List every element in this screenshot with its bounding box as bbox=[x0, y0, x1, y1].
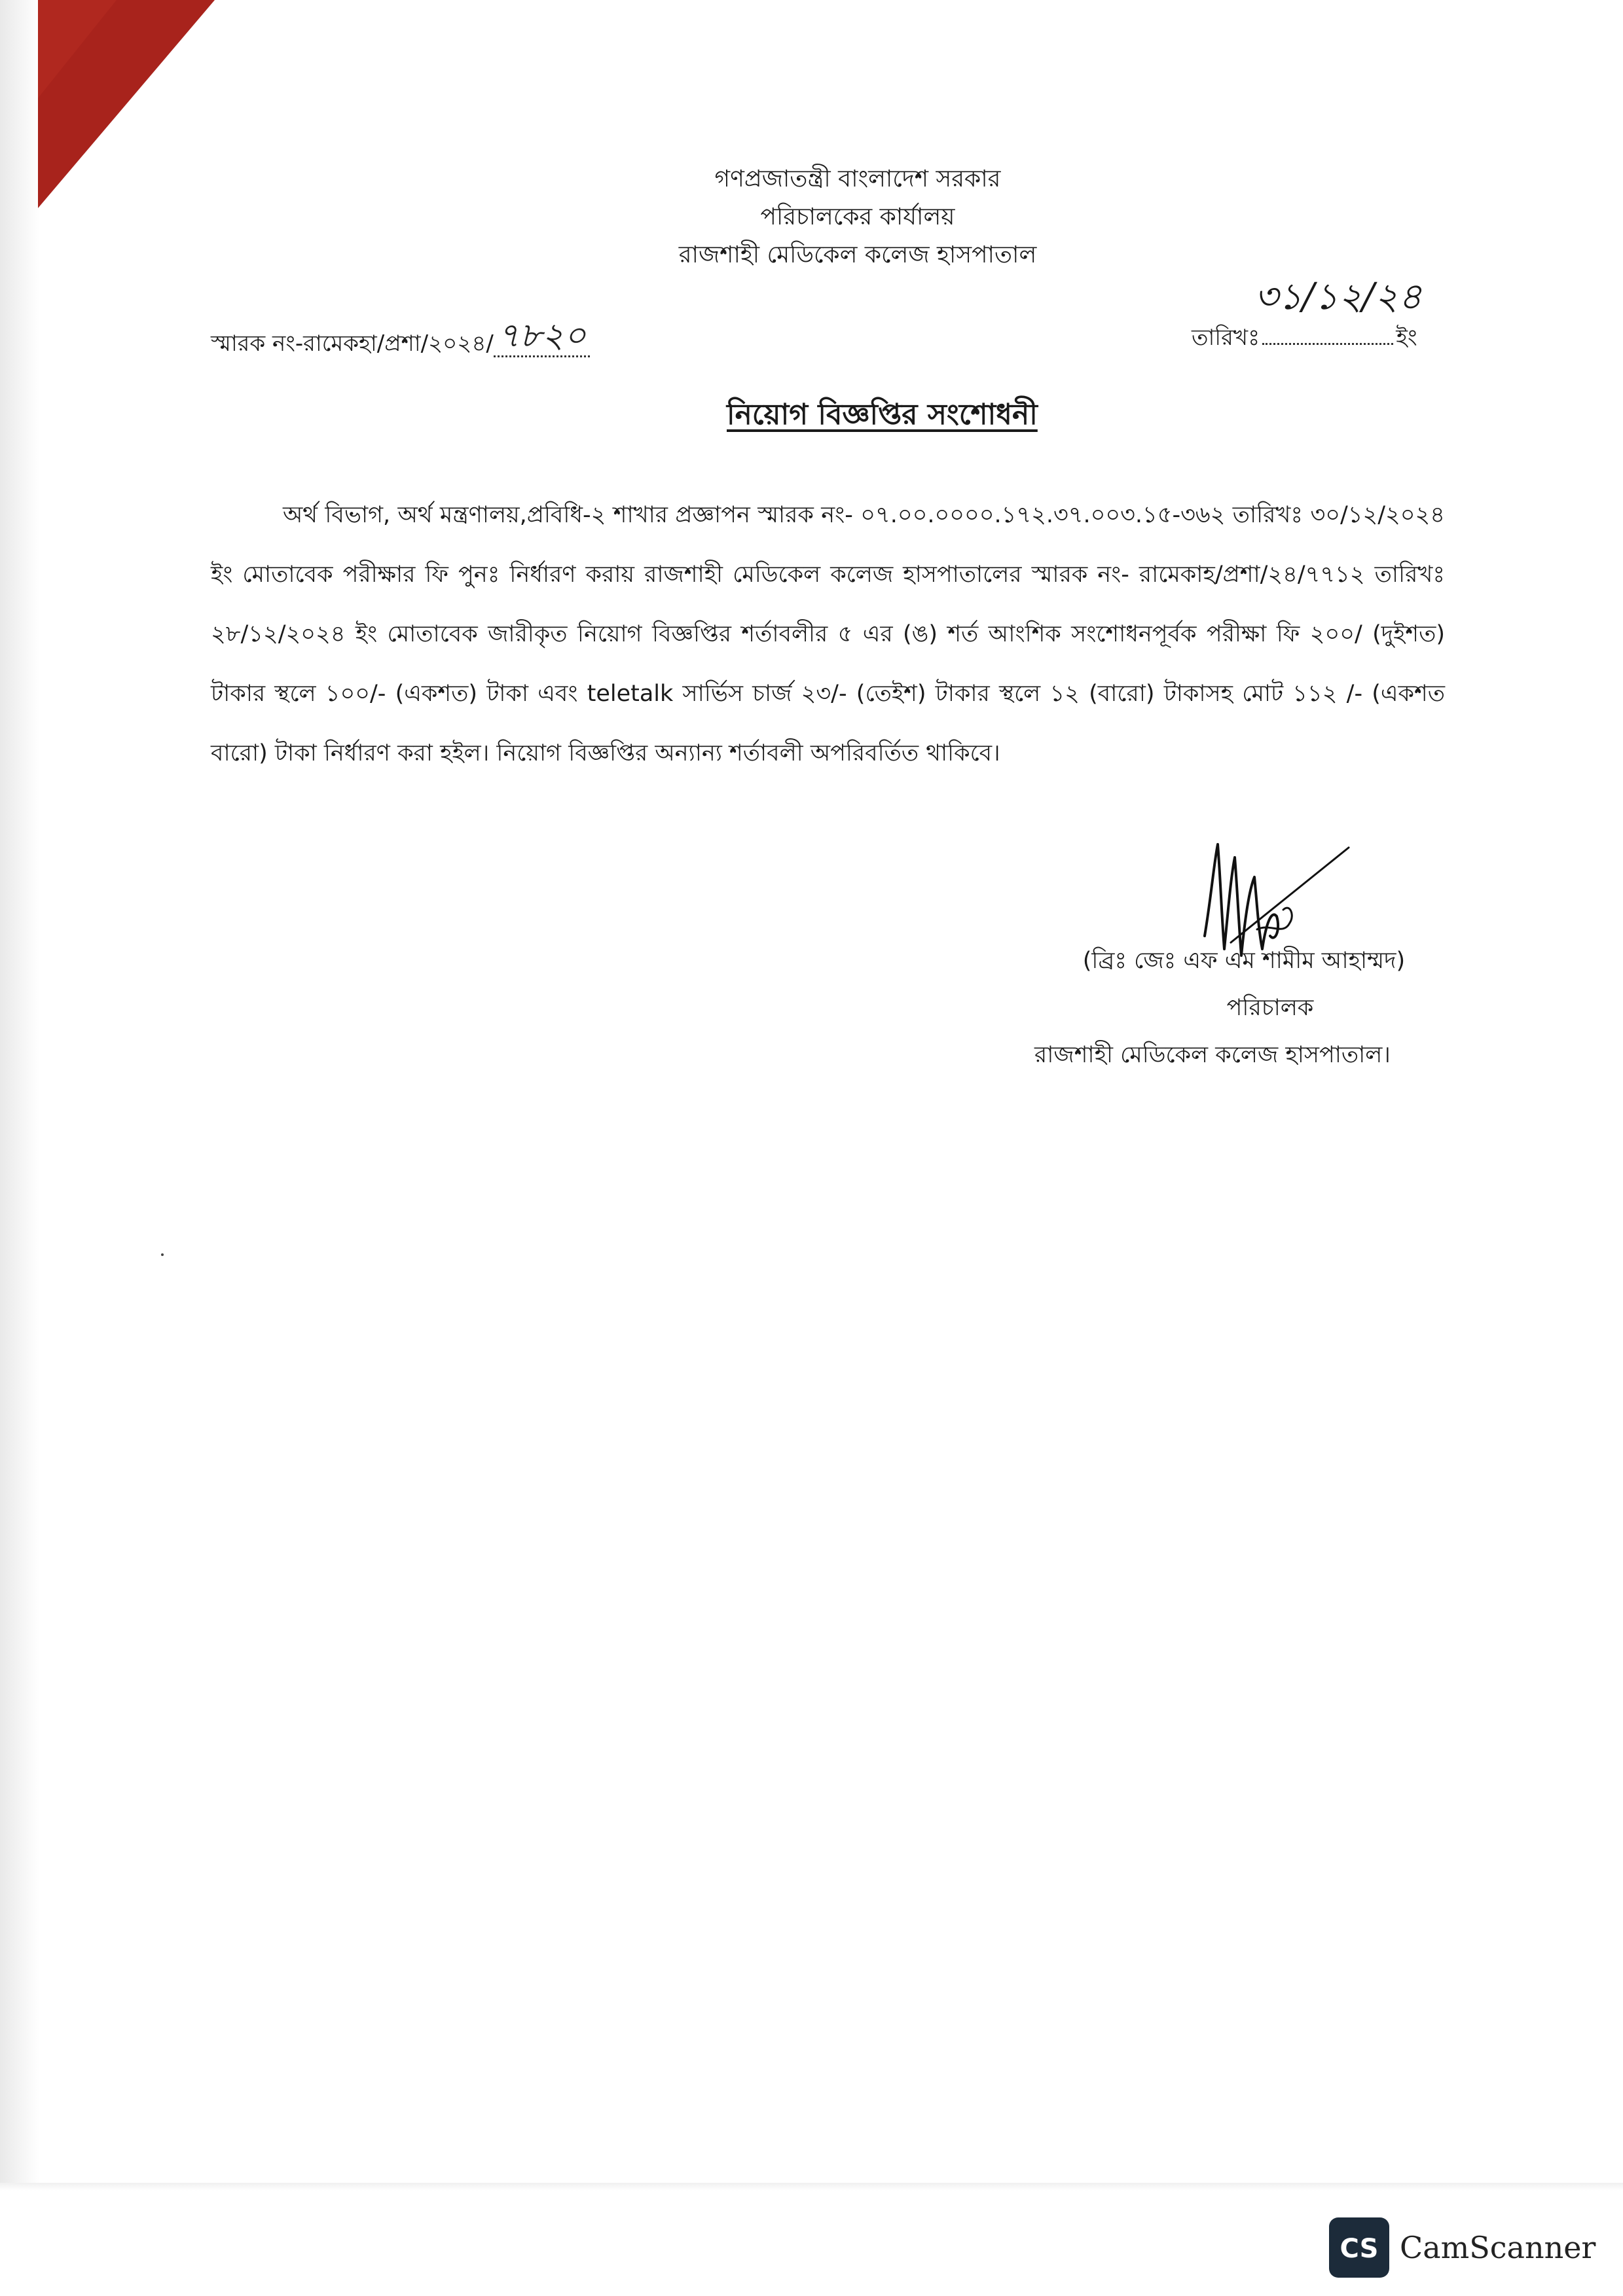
hospital-name: রাজশাহী মেডিকেল কলেজ হাসপাতাল bbox=[678, 242, 1037, 268]
date-suffix: ইং bbox=[1396, 325, 1417, 351]
camscanner-logo-text: CS bbox=[1340, 2234, 1379, 2264]
letterhead bbox=[576, 160, 1139, 274]
red-corner-mark bbox=[38, 0, 221, 209]
date-label: তারিখঃ bbox=[1192, 325, 1260, 351]
signatory-block bbox=[1034, 937, 1453, 1079]
camscanner-brand: CamScanner bbox=[1400, 2230, 1596, 2265]
date-dotted-line bbox=[1262, 343, 1393, 345]
date-line bbox=[1192, 321, 1417, 358]
camscanner-logo-glyph bbox=[1336, 2231, 1382, 2264]
memo-number-line bbox=[211, 313, 590, 370]
notice-body: অর্থ বিভাগ, অর্থ মন্ত্রণালয়,প্রবিধি-২ শাখার প্রজ্ঞাপন স্মারক নং- ০৭.০০.০০০০.১৭২.৩৭.০০৩.১৫-৩৬২ তারিখঃ ৩০/১২/২০২৪ ইং মোতাবেক পরীক্ষার ফি পুনঃ নির্ধারণ করায় রাজশাহী মেডিকেল কলেজ হাসপাতালের স্মারক নং- রামেকাহ/প্রশা/২৪/৭৭১২ তারিখঃ ২৮/১২/২০২৪ ইং মোতাবেক জারীকৃত নিয়োগ বিজ্ঞপ্তির শর্তাবলীর ৫ এর (ঙ) শর্ত আংশিক সংশোধনপূর্বক পরীক্ষা ফি ২০০/ (দুইশত) টাকার স্থলে ১০০/- (একশত) টাকা এবং teletalk সার্ভিস চার্জ ২৩/- (তেইশ) টাকার স্থলে ১২ (বারো) টাকাসহ মোট ১১২ /- (একশত বারো) টাকা নির্ধারণ করা হইল। নিয়োগ বিজ্ঞপ্তির অন্যান্য শর্তাবলী অপরিবর্তিত থাকিবে। bbox=[211, 502, 1445, 766]
memo-prefix: স্মারক নং-রামেকহা/প্রশা/২০২৪/ bbox=[211, 331, 494, 357]
scan-shadow-bottom bbox=[0, 2183, 1623, 2191]
camscanner-logo-icon bbox=[1329, 2217, 1389, 2278]
signatory-name: (ব্রিঃ জেঃ এফ এম শামীম আহাম্মদ) bbox=[1082, 948, 1406, 974]
date-block bbox=[1192, 268, 1440, 351]
notice-title: নিয়োগ বিজ্ঞপ্তির সংশোধনী bbox=[727, 398, 1038, 431]
camscanner-watermark bbox=[1329, 2217, 1596, 2278]
memo-number-handwritten: ৭৮২০ bbox=[494, 316, 590, 357]
signatory-organization: রাজশাহী মেডিকেল কলেজ হাসপাতাল। bbox=[1034, 1042, 1391, 1068]
government-name: গণপ্রজাতন্ত্রী বাংলাদেশ সরকার bbox=[714, 166, 1001, 192]
scan-shadow-edge bbox=[0, 0, 39, 2186]
signatory-title: পরিচালক bbox=[1226, 995, 1314, 1021]
scan-speck bbox=[161, 1253, 164, 1256]
office-name: পরিচালকের কার্যালয় bbox=[760, 204, 955, 230]
date-handwritten: ৩১/১২/২৪ bbox=[1254, 276, 1422, 318]
